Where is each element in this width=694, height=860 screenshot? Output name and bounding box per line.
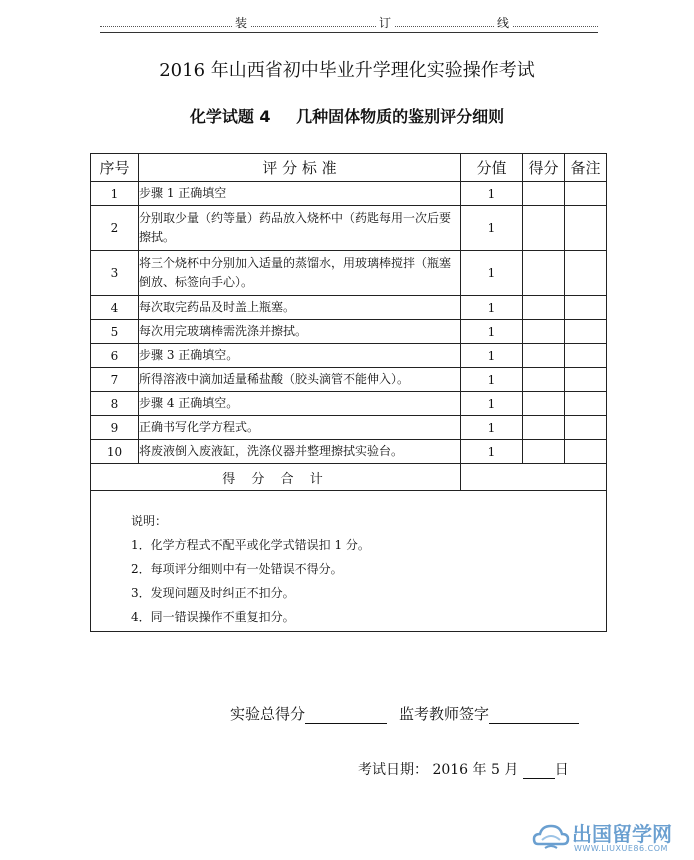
row-no: 2 — [91, 206, 139, 251]
row-points: 1 — [461, 416, 523, 440]
row-no: 9 — [91, 416, 139, 440]
row-points: 1 — [461, 251, 523, 296]
row-criteria: 将废液倒入废液缸，洗涤仪器并整理擦拭实验台。 — [139, 440, 461, 464]
row-remark-cell — [565, 296, 607, 320]
row-criteria: 步骤 3 正确填空。 — [139, 344, 461, 368]
row-criteria: 分别取少量（约等量）药品放入烧杯中（药匙每用一次后要擦拭。 — [139, 206, 461, 251]
row-no: 5 — [91, 320, 139, 344]
table-row — [91, 206, 607, 251]
watermark-text: 出国留学网 — [572, 822, 672, 846]
row-no: 4 — [91, 296, 139, 320]
subtitle-part2: 几种固体物质的鉴别评分细则 — [296, 107, 505, 126]
row-no: 8 — [91, 392, 139, 416]
binding-char-ding: 订 — [376, 14, 394, 31]
notes-row — [91, 491, 607, 632]
row-criteria: 步骤 1 正确填空 — [139, 182, 461, 206]
exam-date-label: 考试日期： — [358, 762, 428, 778]
row-points: 1 — [461, 206, 523, 251]
total-score-cell — [461, 464, 607, 491]
teacher-signature-label: 监考教师签字 — [399, 705, 490, 723]
binding-char-xian: 线 — [494, 14, 512, 31]
note-item: 1．化学方程式不配平或化学式错误扣 1 分。 — [131, 538, 370, 552]
row-criteria: 每次用完玻璃棒需洗涤并擦拭。 — [139, 320, 461, 344]
scoring-table — [90, 153, 607, 632]
header-score: 得分 — [523, 154, 565, 182]
binding-line — [100, 14, 598, 33]
notes-box — [91, 491, 606, 629]
signature-line — [230, 703, 579, 724]
note-item: 2．每项评分细则中有一处错误不得分。 — [131, 562, 343, 576]
row-score-cell — [523, 344, 565, 368]
table-row — [91, 368, 607, 392]
row-score-cell — [523, 251, 565, 296]
row-score-cell — [523, 416, 565, 440]
row-remark-cell — [565, 320, 607, 344]
row-no: 1 — [91, 182, 139, 206]
row-no: 6 — [91, 344, 139, 368]
table-row — [91, 344, 607, 368]
header-no: 序号 — [91, 154, 139, 182]
row-remark-cell — [565, 392, 607, 416]
header-remark: 备注 — [565, 154, 607, 182]
row-score-cell — [523, 368, 565, 392]
notes-cell — [91, 491, 607, 632]
total-score-blank[interactable] — [305, 705, 387, 724]
row-score-cell — [523, 440, 565, 464]
cloud-logo-icon — [532, 818, 570, 856]
exam-date-day-suffix: 日 — [554, 762, 569, 778]
notes-heading: 说明： — [131, 514, 168, 528]
row-remark-cell — [565, 368, 607, 392]
table-row — [91, 440, 607, 464]
row-score-cell — [523, 182, 565, 206]
table-row — [91, 416, 607, 440]
row-criteria: 所得溶液中滴加适量稀盐酸（胶头滴管不能伸入）。 — [139, 368, 461, 392]
table-row — [91, 182, 607, 206]
row-points: 1 — [461, 182, 523, 206]
row-remark-cell — [565, 206, 607, 251]
header-criteria: 评 分 标 准 — [139, 154, 461, 182]
watermark-url: WWW.LIUXUE86.COM — [574, 844, 668, 853]
subtitle-part1: 化学试题 4 — [189, 107, 271, 126]
page-title: 2016 年山西省初中毕业升学理化实验操作考试 — [159, 60, 535, 81]
row-criteria: 正确书写化学方程式。 — [139, 416, 461, 440]
row-criteria: 步骤 4 正确填空。 — [139, 392, 461, 416]
table-header-row — [91, 154, 607, 182]
table-row — [91, 392, 607, 416]
table-row — [91, 251, 607, 296]
total-row — [91, 464, 607, 491]
table-row — [91, 296, 607, 320]
page-subtitle — [0, 104, 694, 127]
row-score-cell — [523, 206, 565, 251]
row-points: 1 — [461, 368, 523, 392]
note-item: 3．发现问题及时纠正不扣分。 — [131, 586, 295, 600]
total-score-label: 实验总得分 — [230, 705, 306, 723]
row-remark-cell — [565, 416, 607, 440]
teacher-signature-blank[interactable] — [489, 705, 579, 724]
row-remark-cell — [565, 251, 607, 296]
header-points: 分值 — [461, 154, 523, 182]
row-remark-cell — [565, 182, 607, 206]
row-remark-cell — [565, 440, 607, 464]
note-item: 4．同一错误操作不重复扣分。 — [131, 610, 295, 624]
row-score-cell — [523, 296, 565, 320]
row-points: 1 — [461, 392, 523, 416]
row-no: 7 — [91, 368, 139, 392]
total-label: 得 分 合 计 — [91, 464, 461, 491]
row-points: 1 — [461, 320, 523, 344]
row-no: 10 — [91, 440, 139, 464]
watermark-logo — [532, 818, 690, 856]
row-no: 3 — [91, 251, 139, 296]
row-points: 1 — [461, 440, 523, 464]
row-criteria: 每次取完药品及时盖上瓶塞。 — [139, 296, 461, 320]
row-points: 1 — [461, 344, 523, 368]
row-score-cell — [523, 320, 565, 344]
table-row — [91, 320, 607, 344]
row-remark-cell — [565, 344, 607, 368]
row-criteria: 将三个烧杯中分别加入适量的蒸馏水，用玻璃棒搅拌（瓶塞倒放、标签向手心）。 — [139, 251, 461, 296]
binding-char-zhuang: 装 — [232, 14, 250, 31]
row-points: 1 — [461, 296, 523, 320]
exam-day-blank[interactable] — [523, 762, 555, 779]
row-score-cell — [523, 392, 565, 416]
exam-date-year-month: 2016 年 5 月 — [432, 762, 519, 778]
exam-date — [358, 759, 569, 779]
